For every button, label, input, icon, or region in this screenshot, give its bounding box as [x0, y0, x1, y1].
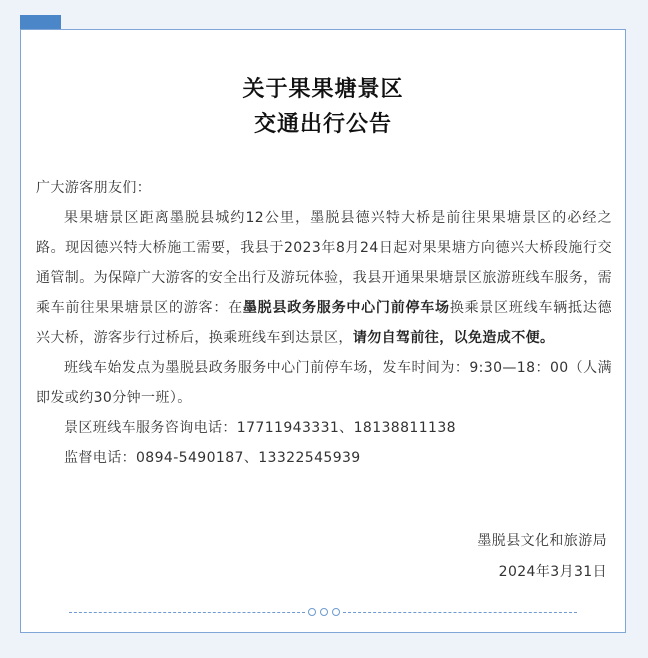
paragraph-1-bold-location: 墨脱县政务服务中心门前停车场	[242, 300, 450, 316]
paragraph-1-text-a: 果果塘景区距离墨脱县城约12公里，墨脱县德兴特大桥是前往果果塘景区的必经之路。现因德兴特大桥施工需要，我县于2023年8月24日起对果果塘方向德兴大桥段施行交通管制。为保障广大游客的安全出行及游玩体验，我县开通果果塘景区旅游班线车服务，需乘车前往果果塘景区的游客：在	[36, 210, 612, 316]
greeting: 广大游客朋友们：	[36, 180, 152, 196]
paragraph-1-bold-warning: 请勿自驾前往，以免造成不便。	[352, 330, 555, 346]
paragraph-4-supervision: 监督电话：0894-5490187、13322545939	[64, 450, 361, 466]
paragraph-2: 班线车始发点为墨脱县政务服务中心门前停车场，发车时间为：9:30—18：00（人满即发或约30分钟一班）。	[36, 360, 612, 406]
decorative-divider	[69, 608, 577, 616]
signature-org: 墨脱县文化和旅游局	[477, 533, 607, 549]
signature-date: 2024年3月31日	[498, 564, 607, 580]
divider-line-left	[69, 612, 305, 613]
divider-dot-icon	[332, 608, 340, 616]
paragraph-3-hotline: 景区班线车服务咨询电话：17711943331、18138811138	[64, 420, 456, 436]
divider-dot-icon	[320, 608, 328, 616]
divider-dot-icon	[308, 608, 316, 616]
divider-line-right	[343, 612, 577, 613]
paragraph-1-text-b: 换乘景区班线车辆抵达德兴大桥，游客步行过桥后，换乘班线车到达景区，	[36, 300, 612, 346]
notice-card	[20, 29, 626, 633]
paragraph-1	[36, 203, 612, 353]
notice-title-line2: 交通出行公告	[253, 112, 392, 137]
notice-title-line1: 关于果果塘景区	[242, 77, 404, 102]
notice-body	[36, 173, 612, 473]
